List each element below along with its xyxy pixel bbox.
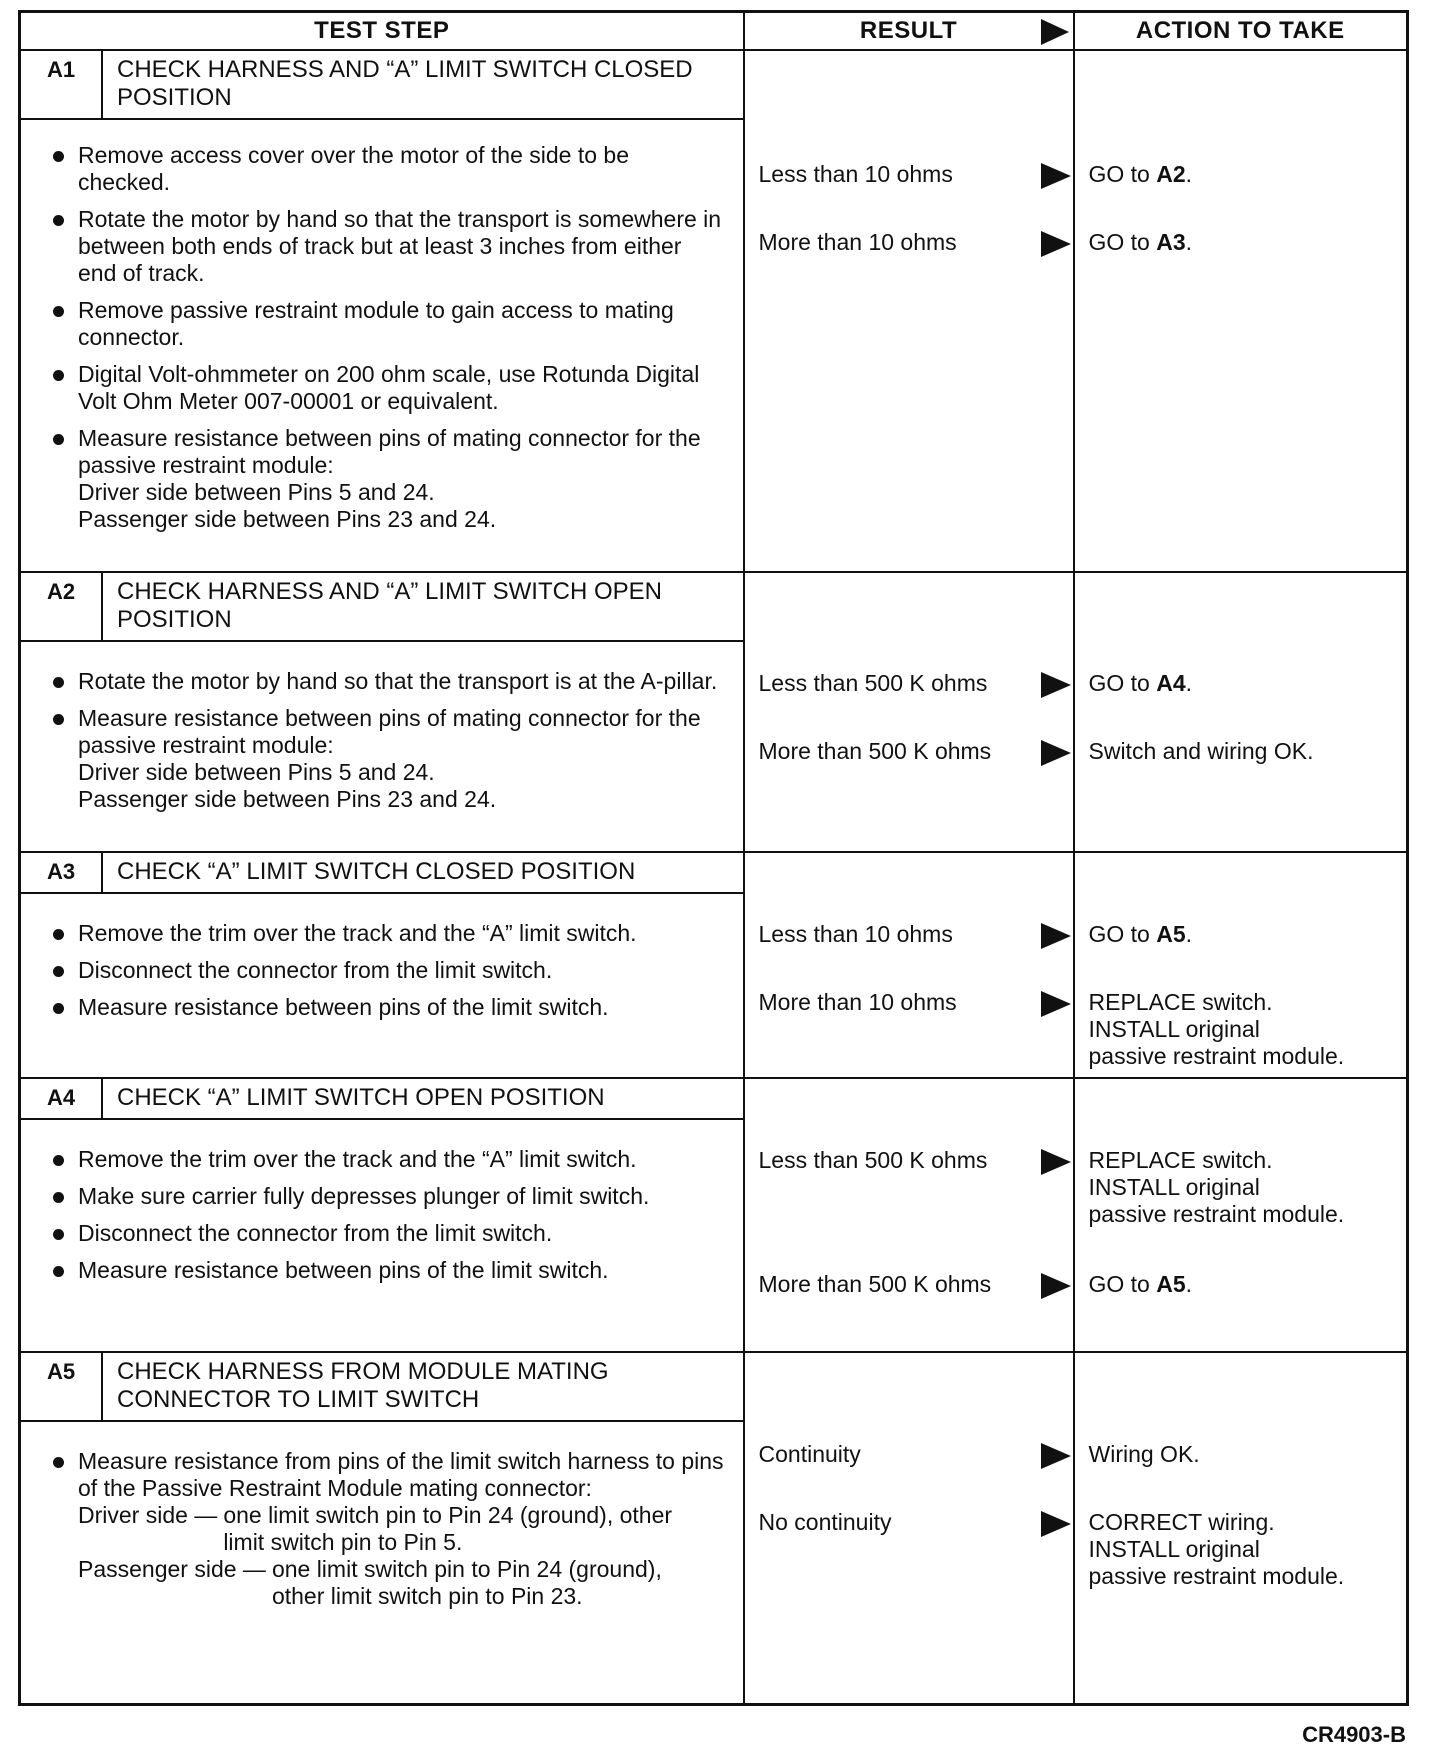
- result-text: More than 500 K ohms: [758, 738, 992, 764]
- bullet-list: [21, 120, 743, 551]
- result-text: More than 10 ohms: [758, 989, 957, 1015]
- step-row-a5: [20, 1352, 1408, 1705]
- action-suffix: .: [1185, 921, 1193, 947]
- step-cell: [20, 1078, 744, 1352]
- result-cell: [744, 1078, 1074, 1352]
- result-cell: [744, 50, 1074, 572]
- test-step-table: [18, 10, 1409, 1706]
- step-id: A3: [21, 853, 103, 892]
- arrow-right-icon: [1041, 1273, 1071, 1299]
- arrow-right-icon: [1041, 923, 1071, 949]
- list-item: [49, 1448, 725, 1610]
- action-item: [1089, 161, 1399, 188]
- result-item: [759, 921, 1073, 948]
- result-item: [759, 1509, 1073, 1536]
- action-cell: [1074, 50, 1408, 572]
- result-text: Less than 500 K ohms: [758, 1147, 988, 1173]
- step-id: A1: [21, 51, 103, 118]
- action-text: GO to: [1088, 229, 1157, 255]
- result-text: Less than 10 ohms: [758, 921, 953, 947]
- step-row-a1: [20, 50, 1408, 572]
- action-text: GO to: [1088, 161, 1157, 187]
- action-step-ref: A3: [1156, 229, 1186, 255]
- action-text: Switch and wiring OK.: [1088, 738, 1314, 764]
- step-id: A5: [21, 1353, 103, 1420]
- passenger-line: [78, 1556, 725, 1610]
- result-header: [744, 12, 1074, 51]
- step-title: CHECK “A” LIMIT SWITCH OPEN POSITION: [117, 1084, 605, 1111]
- arrow-right-icon: [1041, 740, 1071, 766]
- action-text: CORRECT wiring. INSTALL original passive restraint module.: [1088, 1509, 1345, 1589]
- passenger-text: one limit switch pin to Pin 24 (ground), other limit switch pin to Pin 23.: [271, 1556, 662, 1609]
- step-row-a3: [20, 852, 1408, 1078]
- list-item: Disconnect the connector from the limit switch.: [49, 957, 725, 984]
- bullet-list: [21, 894, 743, 1039]
- result-cell: [744, 852, 1074, 1078]
- list-item: Remove the trim over the track and the “A” limit switch.: [49, 1146, 725, 1173]
- action-item: [1089, 1441, 1399, 1468]
- action-text: GO to: [1088, 1271, 1157, 1297]
- list-item: Measure resistance between pins of mating connector for the passive restraint module: Driver side between Pins 5 and 24. Passenger side between Pins 23 and 24.: [49, 425, 725, 533]
- action-text: GO to: [1088, 921, 1157, 947]
- arrow-right-icon: [1041, 163, 1071, 189]
- action-cell: [1074, 1352, 1408, 1705]
- step-cell: [20, 50, 744, 572]
- arrow-right-icon: [1041, 1443, 1071, 1469]
- action-suffix: .: [1185, 229, 1193, 255]
- test-step-header: TEST STEP: [20, 12, 744, 51]
- result-cell: [744, 572, 1074, 852]
- step-cell: [20, 572, 744, 852]
- result-item: [759, 161, 1073, 188]
- arrow-right-icon: [1041, 672, 1071, 698]
- result-text: Less than 10 ohms: [758, 161, 953, 187]
- step-id: A2: [21, 573, 103, 640]
- list-item: Remove access cover over the motor of the side to be checked.: [49, 142, 725, 196]
- result-item: [759, 738, 1073, 765]
- action-cell: [1074, 572, 1408, 852]
- result-item: [759, 670, 1073, 697]
- step-id: A4: [21, 1079, 103, 1118]
- result-text: No continuity: [758, 1509, 892, 1535]
- result-item: [759, 989, 1073, 1016]
- result-item: [759, 1271, 1073, 1298]
- driver-line: [78, 1502, 725, 1556]
- action-step-ref: A5: [1156, 1271, 1186, 1297]
- action-text: REPLACE switch. INSTALL original passive restraint module.: [1088, 1147, 1345, 1227]
- arrow-right-icon: [1041, 19, 1069, 45]
- step-head: [21, 51, 743, 120]
- result-cell: [744, 1352, 1074, 1705]
- driver-text: one limit switch pin to Pin 24 (ground), other limit switch pin to Pin 5.: [223, 1502, 673, 1555]
- step-title: CHECK HARNESS AND “A” LIMIT SWITCH CLOSED POSITION: [117, 56, 693, 111]
- step-title: CHECK HARNESS FROM MODULE MATING CONNECTOR TO LIMIT SWITCH: [117, 1358, 609, 1413]
- action-suffix: .: [1185, 670, 1193, 696]
- action-item: [1089, 670, 1399, 697]
- bullet-list: [21, 1422, 743, 1628]
- table-header-row: [20, 12, 1408, 51]
- list-item: Remove the trim over the track and the “A” limit switch.: [49, 920, 725, 947]
- result-item: [759, 1441, 1073, 1468]
- step-row-a4: [20, 1078, 1408, 1352]
- list-item: Remove passive restraint module to gain access to mating connector.: [49, 297, 725, 351]
- action-item: [1089, 229, 1399, 256]
- action-item: [1089, 738, 1399, 765]
- arrow-right-icon: [1041, 991, 1071, 1017]
- step-title: CHECK HARNESS AND “A” LIMIT SWITCH OPEN POSITION: [117, 578, 662, 633]
- list-item: Rotate the motor by hand so that the transport is somewhere in between both ends of track but at least 3 inches from either end of track.: [49, 206, 725, 287]
- bullet-list: [21, 642, 743, 831]
- step-head: [21, 573, 743, 642]
- list-item: Digital Volt-ohmmeter on 200 ohm scale, use Rotunda Digital Volt Ohm Meter 007-00001 or equivalent.: [49, 361, 725, 415]
- action-text: GO to: [1088, 670, 1157, 696]
- list-item: Measure resistance between pins of the limit switch.: [49, 1257, 725, 1284]
- step-head: [21, 853, 743, 894]
- bullet-list: [21, 1120, 743, 1302]
- list-item: Disconnect the connector from the limit switch.: [49, 1220, 725, 1247]
- step-cell: [20, 1352, 744, 1705]
- action-text: Wiring OK.: [1088, 1441, 1200, 1467]
- result-text: More than 500 K ohms: [758, 1271, 992, 1297]
- action-suffix: .: [1185, 1271, 1193, 1297]
- action-step-ref: A2: [1156, 161, 1186, 187]
- figure-code: CR4903-B: [1302, 1722, 1406, 1747]
- result-text: More than 10 ohms: [758, 229, 957, 255]
- step-row-a2: [20, 572, 1408, 852]
- action-item: [1089, 1147, 1399, 1228]
- list-item: Measure resistance between pins of the limit switch.: [49, 994, 725, 1021]
- result-item: [759, 229, 1073, 256]
- arrow-right-icon: [1041, 231, 1071, 257]
- step-head: [21, 1353, 743, 1422]
- action-header: ACTION TO TAKE: [1074, 12, 1408, 51]
- result-item: [759, 1147, 1073, 1174]
- action-item: [1089, 1509, 1399, 1590]
- driver-label: Driver side —: [78, 1502, 218, 1528]
- result-text: Continuity: [758, 1441, 861, 1467]
- list-item: Measure resistance between pins of mating connector for the passive restraint module: Driver side between Pins 5 and 24. Passenger side between Pins 23 and 24.: [49, 705, 725, 813]
- action-cell: [1074, 1078, 1408, 1352]
- action-item: [1089, 1271, 1399, 1298]
- step-head: [21, 1079, 743, 1120]
- action-text: REPLACE switch. INSTALL original passive restraint module.: [1088, 989, 1345, 1069]
- step-cell: [20, 852, 744, 1078]
- action-step-ref: A4: [1156, 670, 1186, 696]
- arrow-right-icon: [1041, 1149, 1071, 1175]
- action-cell: [1074, 852, 1408, 1078]
- result-header-label: RESULT: [859, 17, 958, 44]
- list-item: Make sure carrier fully depresses plunger of limit switch.: [49, 1183, 725, 1210]
- action-item: [1089, 921, 1399, 948]
- step-title: CHECK “A” LIMIT SWITCH CLOSED POSITION: [117, 858, 636, 885]
- arrow-right-icon: [1041, 1511, 1071, 1537]
- bullet-intro: Measure resistance from pins of the limit switch harness to pins of the Passive Restraint Module mating connector:: [78, 1448, 724, 1501]
- action-suffix: .: [1185, 161, 1193, 187]
- action-step-ref: A5: [1156, 921, 1186, 947]
- result-text: Less than 500 K ohms: [758, 670, 988, 696]
- passenger-label: Passenger side —: [78, 1556, 266, 1582]
- action-item: [1089, 989, 1399, 1070]
- diagnostic-chart: [18, 10, 1406, 1706]
- list-item: Rotate the motor by hand so that the transport is at the A-pillar.: [49, 668, 725, 695]
